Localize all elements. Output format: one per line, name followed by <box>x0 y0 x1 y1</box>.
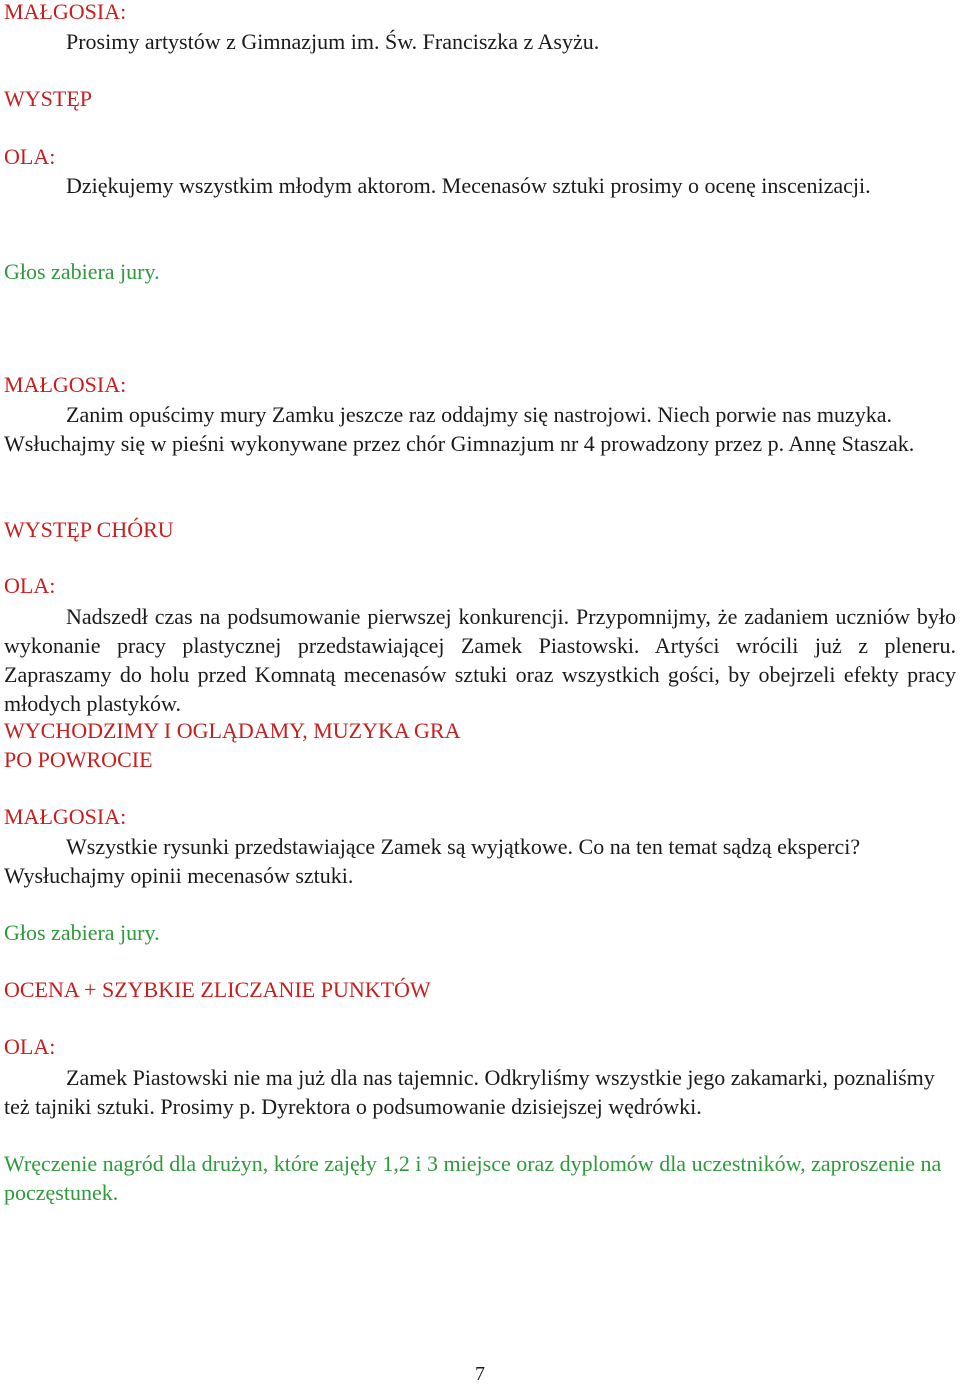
stage-direction: PO POWROCIE <box>4 747 153 772</box>
jury-note: Głos zabiera jury. <box>4 920 160 945</box>
dialogue-text: Wszystkie rysunki przedstawiające Zamek są wyjątkowe. Co na ten temat sądzą eksperci? Wysłuchajmy opinii mecenasów sztuki. <box>4 834 861 888</box>
stage-direction: WYSTĘP <box>4 86 92 111</box>
stage-direction: WYSTĘP CHÓRU <box>4 517 174 542</box>
dialogue-text: Zamek Piastowski nie ma już dla nas tajemnic. Odkryliśmy wszystkie jego zakamarki, poznaliśmy też tajniki sztuki. Prosimy p. Dyrektora o podsumowanie dzisiejszej wędrówki. <box>4 1065 935 1119</box>
dialogue-text: Nadszedł czas na podsumowanie pierwszej konkurencji. Przypomnijmy, że zadaniem uczniów było wykonanie pracy plastycznej przedstawiającej Zamek Piastowski. Artyści wrócili już z pleneru. Zapraszamy do holu przed Komnatą mecenasów sztuki oraz wszystkich gości, by obejrzeli efekty pracy młodych plastyków. <box>4 604 956 716</box>
speaker-label-malgosia: MAŁGOSIA: <box>4 804 127 829</box>
dialogue-text: Zanim opuścimy mury Zamku jeszcze raz oddajmy się nastrojowi. Niech porwie nas muzyka. Wsłuchajmy się w pieśni wykonywane przez chór Gimnazjum nr 4 prowadzony przez p. Annę Staszak. <box>4 402 915 456</box>
jury-note: Głos zabiera jury. <box>4 259 160 284</box>
speaker-label-ola: OLA: <box>4 573 56 598</box>
speaker-label-malgosia: MAŁGOSIA: <box>4 0 127 24</box>
jury-note: Wręczenie nagród dla drużyn, które zajęły 1,2 i 3 miejsce oraz dyplomów dla uczestników, zaproszenie na poczęstunek. <box>4 1151 942 1205</box>
speaker-label-malgosia: MAŁGOSIA: <box>4 372 127 397</box>
stage-direction: WYCHODZIMY I OGLĄDAMY, MUZYKA GRA <box>4 718 461 743</box>
speaker-label-ola: OLA: <box>4 1034 56 1059</box>
page-number: 7 <box>475 1363 485 1385</box>
stage-direction: OCENA + SZYBKIE ZLICZANIE PUNKTÓW <box>4 977 431 1002</box>
speaker-label-ola: OLA: <box>4 144 56 169</box>
dialogue-text: Prosimy artystów z Gimnazjum im. Św. Franciszka z Asyżu. <box>66 29 600 54</box>
dialogue-text: Dziękujemy wszystkim młodym aktorom. Mecenasów sztuki prosimy o ocenę inscenizacji. <box>66 173 871 198</box>
